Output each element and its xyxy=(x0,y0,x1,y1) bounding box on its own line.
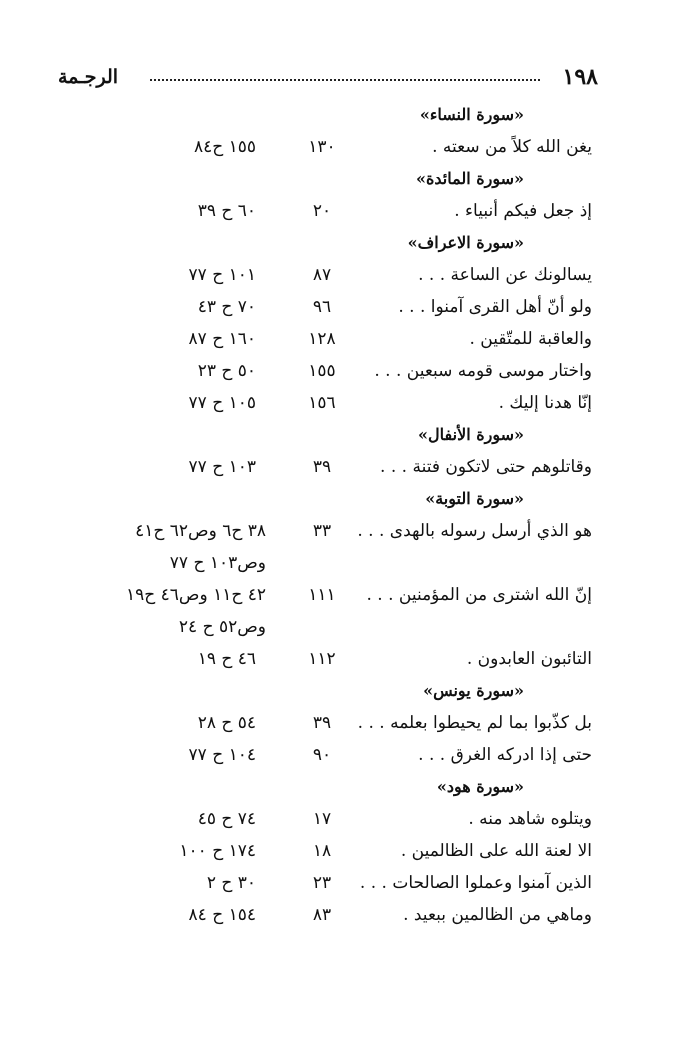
index-entry-row xyxy=(0,323,700,355)
page-reference xyxy=(60,259,256,291)
verse-number: ٨٧ xyxy=(312,265,332,285)
verse-number: ٣٩ xyxy=(312,457,332,477)
verse-text: بل كذّبوا بما لم يحيطوا بعلمه . . . xyxy=(357,713,592,733)
page-header xyxy=(58,62,598,92)
page-reference-line: ١٠٣ ح ٧٧ xyxy=(188,457,256,477)
page-reference xyxy=(60,739,256,771)
page-reference xyxy=(60,131,256,163)
verse-text: وماهي من الظالمين ببعيد . xyxy=(403,905,592,925)
page-reference xyxy=(60,387,256,419)
index-entries xyxy=(0,99,700,931)
page-reference xyxy=(60,899,256,931)
verse-text: حتى إذا ادركه الغرق . . . xyxy=(418,745,592,765)
surah-heading: «سورة هود» xyxy=(436,777,524,796)
index-entry-row xyxy=(0,451,700,483)
page-reference-line: ١٦٠ ح ٨٧ xyxy=(188,329,256,349)
page-reference xyxy=(56,579,266,643)
surah-heading-row xyxy=(0,771,700,803)
surah-heading-row xyxy=(0,419,700,451)
page-reference-line: ٥٤ ح ٢٨ xyxy=(197,713,256,733)
page-reference-line: ١٠١ ح ٧٧ xyxy=(188,265,256,285)
surah-heading-row xyxy=(0,483,700,515)
verse-text: الذين آمنوا وعملوا الصالحات . . . xyxy=(359,873,592,893)
verse-number: ١٥٦ xyxy=(308,393,336,413)
verse-text: يسالونك عن الساعة . . . xyxy=(418,265,592,285)
verse-number: ٩٠ xyxy=(312,745,332,765)
page-reference xyxy=(60,195,256,227)
page-reference xyxy=(60,643,256,675)
verse-number: ١٨ xyxy=(312,841,332,861)
index-entry-row xyxy=(0,835,700,867)
verse-number: ٢٣ xyxy=(312,873,332,893)
verse-number: ١١١ xyxy=(308,585,336,605)
verse-text: إنّ الله اشترى من المؤمنين . . . xyxy=(366,585,592,605)
surah-heading-row xyxy=(0,227,700,259)
index-entry-row xyxy=(0,579,700,643)
surah-heading: «سورة يونس» xyxy=(423,681,524,700)
verse-text: ولو أنّ أهل القرى آمنوا . . . xyxy=(398,297,592,317)
verse-text: إذ جعل فيكم أنبياء . xyxy=(454,201,592,221)
page-number: ١٩٨ xyxy=(562,64,598,90)
index-entry-row xyxy=(0,291,700,323)
page-reference-line: ٦٠ ح ٣٩ xyxy=(197,201,256,221)
page-reference-line: ١٠٥ ح ٧٧ xyxy=(188,393,256,413)
page-reference xyxy=(60,451,256,483)
verse-number: ١٣٠ xyxy=(308,137,336,157)
verse-number: ١٧ xyxy=(312,809,332,829)
page-reference xyxy=(60,355,256,387)
index-entry-row xyxy=(0,131,700,163)
surah-heading-row xyxy=(0,675,700,707)
index-entry-row xyxy=(0,899,700,931)
index-entry-row xyxy=(0,707,700,739)
surah-heading-row xyxy=(0,99,700,131)
page-reference xyxy=(60,803,256,835)
page-reference xyxy=(56,515,266,579)
verse-text: واختار موسى قومه سبعين . . . xyxy=(374,361,592,381)
page-reference xyxy=(60,867,256,899)
page-reference-line: ٣٨ ح٦ وص٦٢ ح٤١ xyxy=(135,521,266,541)
page-reference-continuation: وص٥٢ ح ٢٤ xyxy=(178,617,266,637)
verse-text: هو الذي أرسل رسوله بالهدى . . . xyxy=(357,521,592,541)
index-entry-row xyxy=(0,867,700,899)
page-reference-line: ١٥٥ ح٨٤ xyxy=(193,137,256,157)
running-title: الرجـمة xyxy=(58,66,119,88)
header-dotted-rule xyxy=(150,79,540,81)
page-reference-line: ١٥٤ ح ٨٤ xyxy=(188,905,256,925)
page-reference-line: ١٠٤ ح ٧٧ xyxy=(188,745,256,765)
index-entry-row xyxy=(0,387,700,419)
verse-text: والعاقبة للمتّقين . xyxy=(469,329,592,349)
verse-text: التائبون العابدون . xyxy=(466,649,592,669)
page-reference-line: ٥٠ ح ٢٣ xyxy=(197,361,256,381)
verse-number: ٣٩ xyxy=(312,713,332,733)
index-entry-row xyxy=(0,259,700,291)
verse-text: إنّا هدنا إليك . xyxy=(498,393,592,413)
index-entry-row xyxy=(0,803,700,835)
verse-number: ٢٠ xyxy=(312,201,332,221)
surah-heading: «سورة الاعراف» xyxy=(407,233,524,252)
verse-number: ١١٢ xyxy=(308,649,336,669)
page-reference-line: ١٧٤ ح ١٠٠ xyxy=(179,841,256,861)
page-reference-line: ٤٦ ح ١٩ xyxy=(197,649,256,669)
verse-number: ٩٦ xyxy=(312,297,332,317)
surah-heading: «سورة النساء» xyxy=(419,105,524,124)
verse-text: وقاتلوهم حتى لاتكون فتنة . . . xyxy=(380,457,592,477)
verse-number: ١٥٥ xyxy=(308,361,336,381)
surah-heading: «سورة المائدة» xyxy=(415,169,524,188)
surah-heading: «سورة الأنفال» xyxy=(418,425,524,444)
verse-text: الا لعنة الله على الظالمين . xyxy=(400,841,592,861)
verse-text: يغن الله كلاً من سعته . xyxy=(432,137,592,157)
page-reference xyxy=(60,323,256,355)
verse-text: ويتلوه شاهد منه . xyxy=(468,809,592,829)
index-entry-row xyxy=(0,515,700,579)
page-reference-continuation: وص١٠٣ ح ٧٧ xyxy=(169,553,266,573)
page-reference xyxy=(60,707,256,739)
page-reference xyxy=(60,291,256,323)
verse-number: ٣٣ xyxy=(312,521,332,541)
surah-heading: «سورة التوبة» xyxy=(425,489,524,508)
surah-heading-row xyxy=(0,163,700,195)
verse-number: ٨٣ xyxy=(312,905,332,925)
page-reference-line: ٤٢ ح١١ وص٤٦ ح١٩ xyxy=(125,585,266,605)
verse-number: ١٢٨ xyxy=(308,329,336,349)
index-entry-row xyxy=(0,355,700,387)
page-reference-line: ٧٠ ح ٤٣ xyxy=(197,297,256,317)
index-entry-row xyxy=(0,195,700,227)
index-entry-row xyxy=(0,739,700,771)
page-reference xyxy=(60,835,256,867)
index-entry-row xyxy=(0,643,700,675)
page-reference-line: ٧٤ ح ٤٥ xyxy=(197,809,256,829)
page-reference-line: ٣٠ ح ٢ xyxy=(206,873,256,893)
